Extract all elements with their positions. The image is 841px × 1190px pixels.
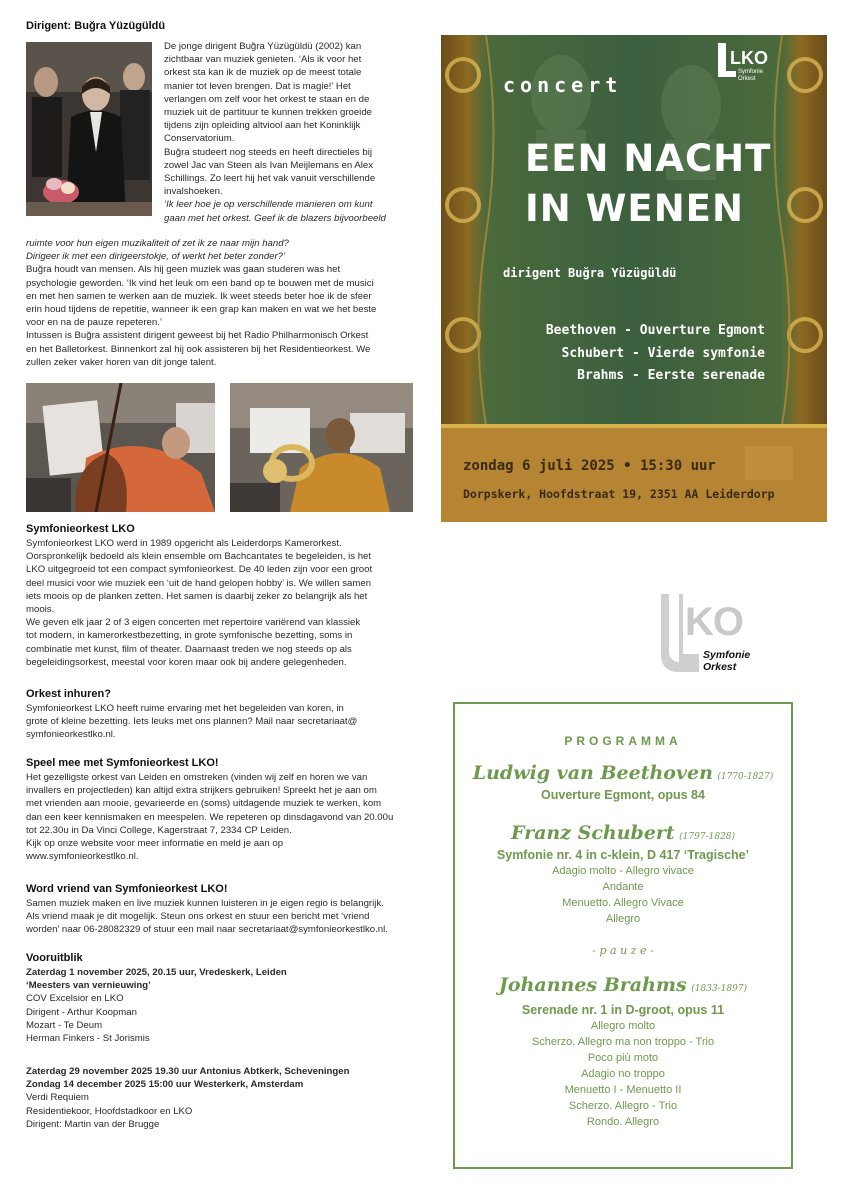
poster-kicker: concert [503, 73, 623, 97]
poster-program-1: Beethoven - Ouverture Egmont [545, 323, 765, 338]
cello-player-photo [26, 383, 215, 512]
logo-sub-2: Orkest [703, 661, 737, 673]
vooruitblik-block-1: Zaterdag 1 november 2025, 20.15 uur, Vredeskerk, Leiden ‘Meesters van vernieuwing’ COV Excelsior en LKO Dirigent - Arthur Koopman Mozart - Te Deum Herman Finkers - St Jorismis [26, 967, 287, 1045]
symfonie-heading: Symfonieorkest LKO [26, 523, 135, 535]
inhuren-text: Symfonieorkest LKO heeft ruime ervaring met het begeleiden van koren, in grote of kleine bezetting. Iets leuks met ons plannen? Mail naar secretariaat@ symfonieorkestlko.nl. [26, 703, 358, 741]
poster-date: zondag 6 juli 2025 • 15:30 uur [463, 458, 716, 474]
speel-mee-heading: Speel mee met Symfonieorkest LKO! [26, 757, 219, 769]
poster-program-2: Schubert - Vierde symfonie [561, 346, 765, 361]
schubert-movement-3: Menuetto. Allegro Vivace [562, 897, 684, 909]
brahms-movement-4: Adagio no troppo [581, 1068, 665, 1080]
vriend-heading: Word vriend van Symfonieorkest LKO! [26, 883, 228, 895]
concert-poster [441, 35, 827, 522]
lko-logo [661, 594, 771, 674]
poster-conductor: dirigent Buğra Yüzügüldü [503, 266, 677, 280]
speel-mee-text: Het gezelligste orkest van Leiden en omstreken (vinden wij zelf en horen we van invallers en projectleden) kan altijd extra strijkers gebruiken! Spreekt het je aan om met vrienden aan mooie, gevarieerde en (soms) uitdagende muziek te werken, kom dan een keer kennismaken en meespelen. We repeteren op dinsdagavond van 20.00u tot 22.30u in Da Vinci College, Kagerstraat 7, 2334 CP Leiden. Kijk op onze website voor meer informatie en meld je aan op www.symfonieorkestlko.nl. [26, 772, 394, 863]
poster-decoration [441, 35, 827, 425]
brahms-movement-3: Poco più moto [587, 1052, 659, 1064]
programma-box [453, 702, 793, 1169]
brahms-line [455, 974, 791, 996]
poster-background [441, 35, 827, 425]
brahms-movement-1: Allegro molto [590, 1020, 656, 1032]
beethoven-work: Ouverture Egmont, opus 84 [541, 788, 705, 802]
poster-title-line-2: IN WENEN [525, 187, 744, 230]
brahms-movement-7: Rondo. Allegro [586, 1116, 660, 1128]
brahms-movement-2: Scherzo. Allegro ma non troppo - Trio [531, 1036, 715, 1048]
schubert-movement-2: Andante [602, 881, 644, 893]
schubert-name: Franz Schubert [510, 822, 675, 844]
conductor-body-text: ruimte voor hun eigen muzikaliteit of zet ik ze naar mijn hand? Dirigeer ik met een dirigeerstokje, of werkt het beter zonder?’ Buğra houdt van mensen. Als hij geen muziek was gaan studeren was het psychologie geworden. ‘Ik vind het leuk om een band op te bouwen met de musici en met hen samen te werken aan de muziek. Ik weet steeds beter hoe ik de sfeer erin houd tijdens de repetitie, wanneer ik een grap kan maken en wat we het beste voor en na de pauze repeteren.’ Intussen is Buğra assistent dirigent geweest bij het Radio Philharmonisch Orkest en het Balletorkest. Binnenkort zal hij ook assisteren bij het Residentieorkest. We zullen zeker vaker horen van dit jonge talent. [26, 238, 377, 368]
schubert-dates: (1797-1828) [679, 832, 736, 842]
brahms-dates: (1833-1897) [691, 984, 748, 994]
vooruitblik-heading: Vooruitblik [26, 952, 83, 964]
beethoven-name: Ludwig van Beethoven [472, 762, 713, 784]
logo-sub-1: Symfonie [703, 649, 751, 661]
inhuren-heading: Orkest inhuren? [26, 688, 111, 700]
vriend-text: Samen muziek maken en live muziek kunnen luisteren in je eigen regio is belangrijk. Als vriend maak je dit mogelijk. Steun ons orkest en stuur een bericht met ‘vriend worden’ naar 06-28082329 of stuur een mail naar secretariaat@symfonieorkestlko.nl. [26, 898, 388, 936]
poster-title-line-1: EEN NACHT [525, 137, 772, 180]
poster-lko-logo: LKO Symfonie Orkest [718, 43, 768, 85]
schubert-movement-4: Allegro [605, 913, 641, 925]
symfonie-text: Symfonieorkest LKO werd in 1989 opgericht als Leiderdorps Kamerorkest. Oorspronkelijk bedoeld als klein ensemble om Bachcantates te begeleiden, is het LKO uitgegroeid tot een compact symfonieorkest. De 40 leden zijn voor een groot deel musici voor wie muziek een ‘uit de hand gelopen hobby’ is. We willen samen iets moois op de planken zetten. Het samen is daarbij zeker zo belangrijk als het moois. We geven elk jaar 2 of 3 eigen concerten met repertoire variërend van klassiek tot modern, in kamerorkestbezetting, in grote symfonische bezetting, soms in combinatie met kunst, film of theater. Daarnaast treden we nog steeds op als begeleidingsorkest, meestal voor koren maar ook bij andere gelegenheden. [26, 538, 373, 668]
pauze: - p a u z e - [592, 944, 654, 957]
beethoven-dates: (1770-1827) [717, 772, 774, 782]
conductor-photo [26, 42, 152, 216]
schubert-line [455, 822, 791, 844]
conductor-heading: Dirigent: Buğra Yüzügüldü [26, 20, 166, 32]
conductor-intro-text: De jonge dirigent Buğra Yüzügüldü (2002) kan zichtbaar van muziek genieten. ‘Als ik voor het orkest sta kan ik de muziek op de meest totale manier tot leven brengen. Dat is magie!’ Het verlangen om zelf voor het orkest te staan en de muziek uit de partituur te kunnen trekken groeide tijdens zijn opleiding altviool aan het Koninklijk Conservatorium. Buğra studeert nog steeds en heeft directieles bij zowel Jac van Steen als Ivan Meijlemans en Alex Schillings. Zo leert hij het vak vanuit verschillende invalshoeken. ‘Ik leer hoe je op verschillende manieren om kunt gaan met het orkest. Geef ik de blazers bijvoorbeeld [164, 41, 386, 224]
horn-player-photo [230, 383, 413, 512]
logo-letters: KO [685, 600, 743, 644]
brahms-movement-5: Menuetto I - Menuetto II [564, 1084, 682, 1096]
poster-footer [441, 428, 827, 522]
beethoven-line [455, 762, 791, 784]
schubert-work: Symfonie nr. 4 in c-klein, D 417 ‘Tragische’ [496, 848, 750, 862]
poster-venue: Dorpskerk, Hoofdstraat 19, 2351 AA Leiderdorp [463, 487, 775, 501]
poster-program-3: Brahms - Eerste serenade [577, 368, 765, 383]
brahms-work: Serenade nr. 1 in D-groot, opus 11 [521, 1003, 725, 1017]
vooruitblik-block-2: Zaterdag 29 november 2025 19.30 uur Antonius Abtkerk, Scheveningen Zondag 14 december 2025 15:00 uur Westerkerk, Amsterdam Verdi Requiem Residentiekoor, Hoofdstadkoor en LKO Dirigent: Martin van der Brugge [26, 1066, 350, 1130]
brahms-name: Johannes Brahms [498, 974, 687, 996]
brahms-movement-6: Scherzo. Allegro - Trio [568, 1100, 678, 1112]
programma-heading: PROGRAMMA [564, 734, 682, 748]
schubert-movement-1: Adagio molto - Allegro vivace [552, 865, 694, 877]
poster-footer-ornament [745, 446, 793, 480]
